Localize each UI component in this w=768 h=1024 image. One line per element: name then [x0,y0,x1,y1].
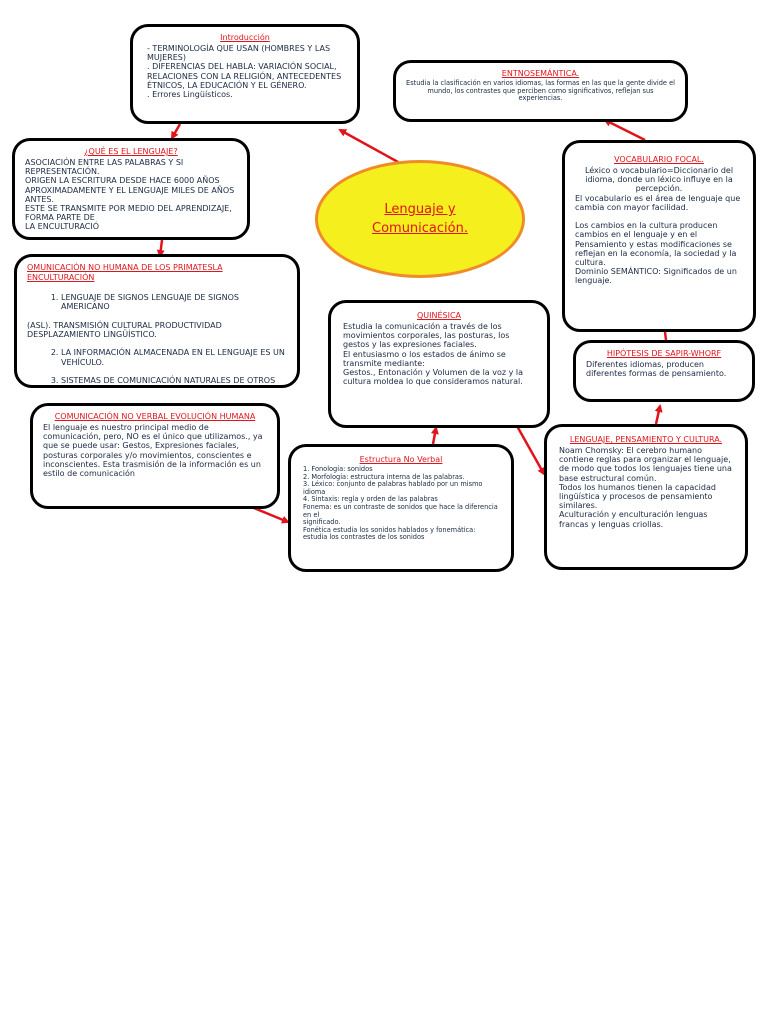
pensamiento-cultura-box [544,424,748,570]
vocabulario-focal-title: VOCABULARIO FOCAL. [614,155,704,164]
primates-item-2: 2. LA INFORMACIÓN ALMACENADA EN EL LENGUAJE ES UN VEHÍCULO. [61,348,287,366]
arrow-intro-to-que-es [172,124,180,138]
arrow-vocab-to-etno [605,120,645,140]
primates-list-1 [27,284,287,321]
arrow-estructura-to-quinesica [433,428,436,444]
estructura-body: 1. Fonología: sonidos 2. Morfología: estructura interna de las palabras. 3. Léxico: conjunto de palabras hablado por un mismo idioma 4. Sintaxis: regla y orden de las palabras Fonema: es un contraste de sonidos que hace la diferencia en el significado. Fonética estudia los sonidos hablados y fonemática: estudia los contrastes de los sonidos [303,465,498,542]
pensamiento-cultura-title: LENGUAJE, PENSAMIENTO Y CULTURA. [569,435,723,444]
que-es-lenguaje-body: ASOCIACIÓN ENTRE LAS PALABRAS Y SI REPRESENTACIÓN. ORIGEN LA ESCRITURA DESDE HACE 6000 AÑOS APROXIMADAMENTE Y EL LENGUAJE MILES DE AÑOS ANTES. ESTE SE TRANSMITE POR MEDIO DEL APRENDIZAJE, FORMA PARTE DE LA ENCULTURACIÓ [25,158,235,232]
arrow-center-to-introduccion [340,130,398,162]
central-topic-title: Lenguaje y Comunicación. [372,202,468,236]
pensamiento-cultura-body: Noam Chomsky: El cerebro humano contiene reglas para organizar el lenguaje, de modo que todos los lenguajes tiene una base estructural común. Todos los humanos tienen la capacidad lingüística y procesos de pensamiento similares. Aculturación y enculturación lenguas francas y lenguas criollas. [559,446,732,529]
etnosemantica-body: Estudia la clasificación en varios idiomas, las formas en las que la gente divide el mundo, los contrastes que perciben como significativos, reflejan sus experiencias. [406,79,675,103]
introduccion-title: Introducción [220,33,270,42]
que-es-lenguaje-box [12,138,250,240]
primates-title: OMUNICACIÓN NO HUMANA DE LOS PRIMATESLA ENCULTURACIÓN [27,263,223,282]
no-verbal-body: El lenguaje es nuestro principal medio de comunicación, pero, NO es el único que utilizamos., ya que se puede usar: Gestos, Expresiones faciales, posturas corporales y/o movimientos, conscientes e inconscientes. Esta trasmisión de la información es un estilo de comunicación [43,423,263,479]
no-verbal-box [30,403,280,509]
introduccion-box [130,24,360,124]
arrow-quinesica-to-pensamiento [517,426,544,474]
sapir-whorf-title: HIPÓTESIS DE SAPIR-WHORF [606,349,722,358]
arrow-noverbal-to-estructura [254,508,288,522]
etnosemantica-box [393,60,688,122]
quinesica-title: QUINÉSICA [416,311,462,320]
vocabulario-focal-box [562,140,756,332]
quinesica-body: Estudia la comunicación a través de los movimientos corporales, las posturas, los gestos y las expresiones faciales. El entusiasmo o los estados de ánimo se transmite mediante: Gestos., Entonación y Volumen de la voz y la cultura moldea lo que consideramos natural. [343,322,524,387]
central-topic-ellipse [315,160,525,278]
arrow-pensamiento-to-sapir [656,406,660,424]
vocabulario-focal-body-intro: Léxico o vocabulario=Diccionario del idioma, donde un léxico influye en la percepción. [584,166,734,194]
primates-mid: (ASL). TRANSMISIÓN CULTURAL PRODUCTIVIDAD DESPLAZAMIENTO LINGÜÍSTICO. [27,320,222,340]
no-verbal-title: COMUNICACIÓN NO VERBAL EVOLUCIÓN HUMANA [54,412,256,421]
sapir-whorf-box [573,340,755,402]
estructura-box [288,444,514,572]
vocabulario-focal-body: El vocabulario es el área de lenguaje que cambia con mayor facilidad. Los cambios en la cultura producen cambios en el lenguaje y en el Pensamiento y estas modificaciones se reflejan en la economía, la sociedad y la cultura. Dominio SEMÁNTICO: Significados de un lenguaje. [575,193,741,286]
que-es-lenguaje-title: ¿QUÉ ES EL LENGUAJE? [84,147,178,156]
estructura-title: Estructura No Verbal [359,455,443,464]
primates-item-3: 3. SISTEMAS DE COMUNICACIÓN NATURALES DE OTROS [61,376,287,385]
primates-list-2 [27,339,287,388]
primates-box [14,254,300,388]
primates-item-1: 1. LENGUAJE DE SIGNOS LENGUAJE DE SIGNOS AMERICANO [61,293,287,311]
introduccion-body: - TERMINOLOGÍA QUE USAN (HOMBRES Y LAS MUJERES) . DIFERENCIAS DEL HABLA: VARIACIÓN SOCIAL, RELACIONES CON LA RELIGIÓN, ANTECEDENTES ÉTNICOS, LA EDUCACIÓN Y EL GÉNERO. . Errores Lingüísticos. [147,44,342,100]
etnosemantica-title: ENTNOSEMÁNTICA. [501,69,580,78]
sapir-whorf-body: Diferentes idiomas, producen diferentes formas de pensamiento. [586,360,727,379]
quinesica-box [328,300,550,428]
